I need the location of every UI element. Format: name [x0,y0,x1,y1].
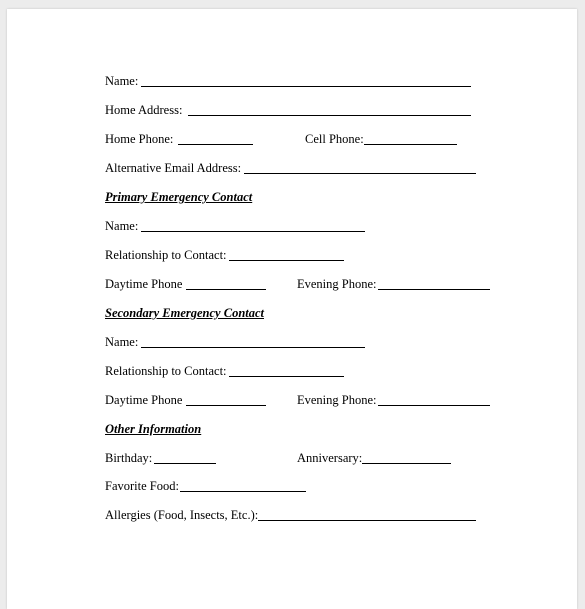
alt-email-label: Alternative Email Address: [105,161,242,175]
cell-phone-field[interactable] [364,144,457,145]
home-address-label: Home Address: [105,103,183,117]
home-phone-field[interactable] [178,144,253,145]
allergies-label: Allergies (Food, Insects, Etc.): [105,508,259,522]
allergies-field[interactable] [258,520,476,521]
primary-contact-heading: Primary Emergency Contact [105,190,253,204]
anniversary-label: Anniversary: [297,451,363,465]
secondary-evening-phone-field[interactable] [378,405,490,406]
primary-name-field[interactable] [141,231,365,232]
anniversary-field[interactable] [362,463,451,464]
primary-daytime-phone-label: Daytime Phone [105,277,183,291]
home-address-field[interactable] [188,115,471,116]
primary-relationship-field[interactable] [229,260,344,261]
birthday-field[interactable] [154,463,216,464]
primary-evening-phone-label: Evening Phone: [297,277,377,291]
primary-evening-phone-field[interactable] [378,289,490,290]
favorite-food-label: Favorite Food: [105,479,179,493]
secondary-daytime-phone-field[interactable] [186,405,266,406]
home-phone-label: Home Phone: [105,132,174,146]
alt-email-field[interactable] [244,173,476,174]
other-info-heading: Other Information [105,422,202,436]
birthday-label: Birthday: [105,451,153,465]
secondary-contact-heading: Secondary Emergency Contact [105,306,265,320]
primary-name-label: Name: [105,219,139,233]
name-field[interactable] [141,86,471,87]
secondary-name-label: Name: [105,335,139,349]
primary-daytime-phone-field[interactable] [186,289,266,290]
cell-phone-label: Cell Phone: [305,132,364,146]
secondary-relationship-label: Relationship to Contact: [105,364,227,378]
document-page [7,9,577,609]
secondary-evening-phone-label: Evening Phone: [297,393,377,407]
secondary-name-field[interactable] [141,347,365,348]
primary-relationship-label: Relationship to Contact: [105,248,227,262]
name-label: Name: [105,74,139,88]
favorite-food-field[interactable] [180,491,306,492]
secondary-daytime-phone-label: Daytime Phone [105,393,183,407]
secondary-relationship-field[interactable] [229,376,344,377]
